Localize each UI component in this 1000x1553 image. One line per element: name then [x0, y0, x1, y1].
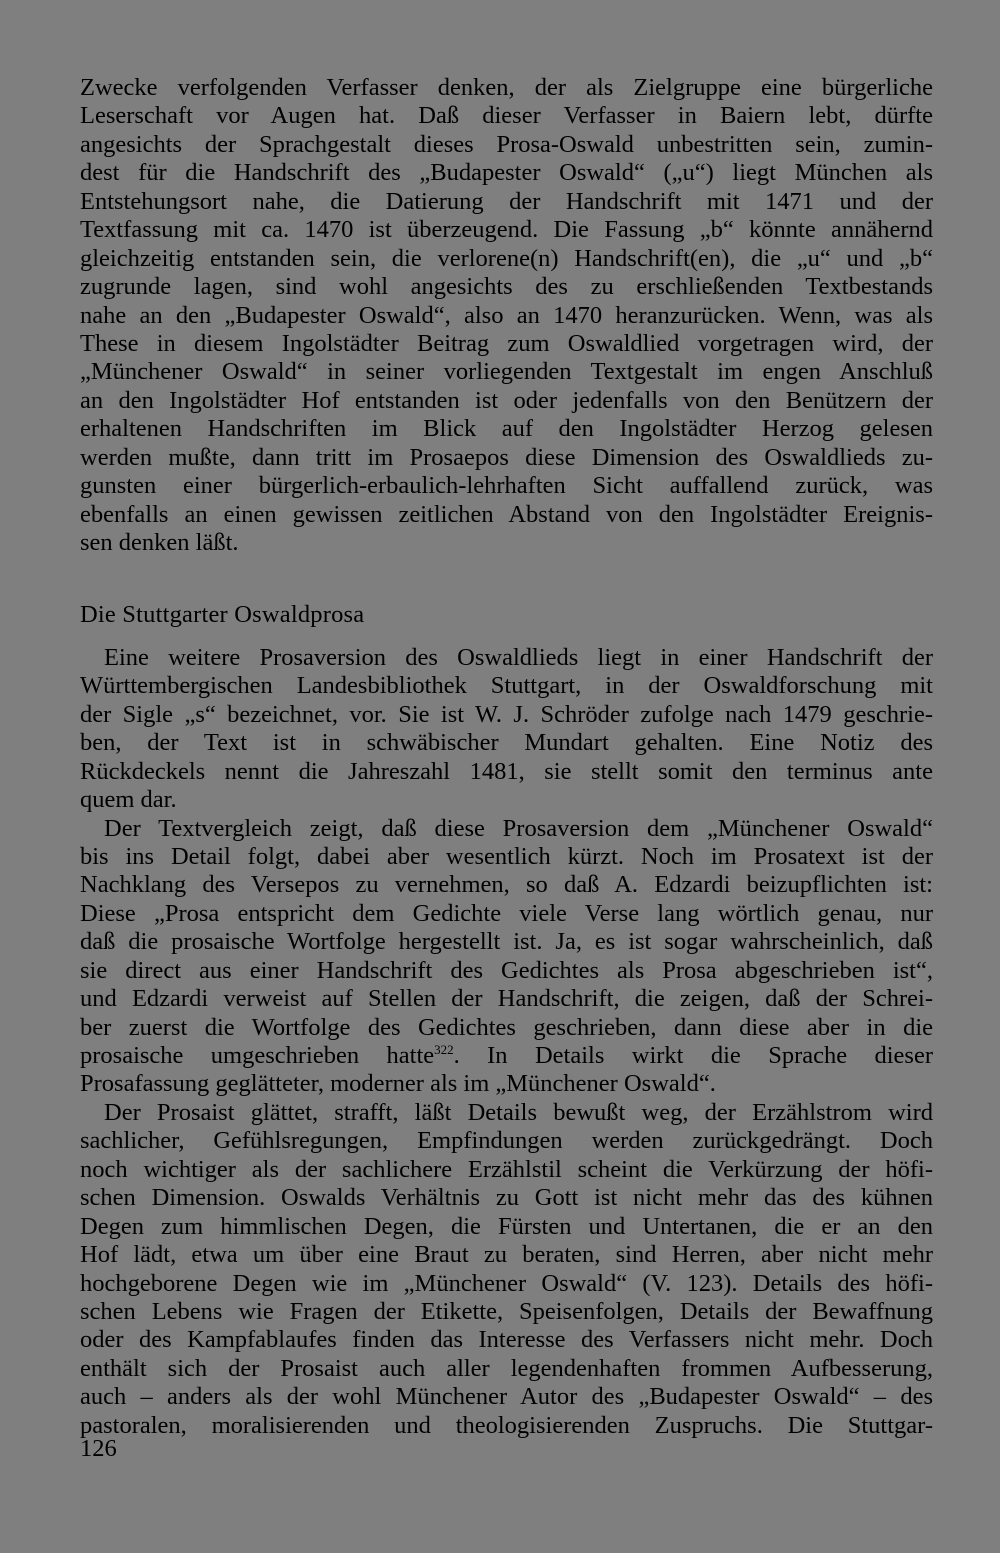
text-line: der Sigle „s“ bezeichnet, vor. Sie ist W. J. Schröder zufolge nach 1479 geschrie-: [80, 700, 933, 728]
text-line: gunsten einer bürgerlich-erbaulich-lehrhaften Sicht auffallend zurück, was: [80, 472, 933, 500]
text-line: gleichzeitig entstanden sein, die verlorene(n) Handschrift(en), die „u“ und „b“: [80, 244, 933, 272]
text-line: quem dar.: [80, 786, 177, 814]
text-line: Zwecke verfolgenden Verfasser denken, der als Zielgruppe eine bürgerliche: [80, 74, 933, 101]
page-number: 126: [80, 1435, 117, 1462]
text-line: noch wichtiger als der sachlichere Erzählstil scheint die Verkürzung der höfi-: [80, 1155, 933, 1183]
paragraph-4: [80, 1099, 933, 1440]
text-line: bis ins Detail folgt, dabei aber wesentlich kürzt. Noch im Prosatext ist der: [80, 842, 933, 870]
text-line: schen Lebens wie Fragen der Etikette, Speisenfolgen, Details der Bewaffnung: [80, 1297, 933, 1325]
section-heading: Die Stuttgarter Oswaldprosa: [80, 601, 365, 629]
text-line: schen Dimension. Oswalds Verhältnis zu Gott ist nicht mehr das des kühnen: [80, 1184, 933, 1212]
text-line: Der Textvergleich zeigt, daß diese Prosaversion dem „Münchener Oswald“: [104, 814, 933, 842]
text-line: Textfassung mit ca. 1470 ist überzeugend. Die Fassung „b“ könnte annähernd: [80, 216, 933, 244]
text-line: angesichts der Sprachgestalt dieses Prosa-Oswald unbestritten sein, zumin-: [80, 130, 933, 158]
text-line: „Münchener Oswald“ in seiner vorliegenden Textgestalt im engen Anschluß: [80, 358, 933, 386]
text-line: Nachklang des Versepos zu vernehmen, so daß A. Edzardi beizupflichten ist:: [80, 871, 933, 899]
page-body: [80, 74, 933, 1440]
paragraph-2: [80, 644, 933, 815]
text-line: zugrunde lagen, sind wohl angesichts des zu erschließenden Textbestands: [80, 273, 933, 301]
text-line: pastoralen, moralisierenden und theologisierenden Zuspruchs. Die Stuttgar-: [80, 1411, 933, 1439]
text-line: Eine weitere Prosaversion des Oswaldlieds liegt in einer Handschrift der: [104, 643, 933, 671]
text-line: enthält sich der Prosaist auch aller legendenhaften frommen Aufbesserung,: [80, 1354, 933, 1382]
text-line: Württembergischen Landesbibliothek Stuttgart, in der Oswaldforschung mit: [80, 672, 933, 700]
text-line: sachlicher, Gefühlsregungen, Empfindungen werden zurückgedrängt. Doch: [80, 1127, 933, 1155]
text-line: auch – anders als der wohl Münchener Autor des „Budapester Oswald“ – des: [80, 1383, 933, 1411]
text-line: ebenfalls an einen gewissen zeitlichen Abstand von den Ingolstädter Ereignis-: [80, 500, 933, 528]
text-segment: prosaische umgeschrieben hatte: [80, 1042, 435, 1069]
text-line: daß die prosaische Wortfolge hergestellt ist. Ja, es ist sogar wahrscheinlich, daß: [80, 928, 933, 956]
text-line: nahe an den „Budapester Oswald“, also an 1470 heranzurücken. Wenn, was als: [80, 301, 933, 329]
text-line: Der Prosaist glättet, strafft, läßt Details bewußt weg, der Erzählstrom wird: [104, 1098, 933, 1126]
text-line: Entstehungsort nahe, die Datierung der Handschrift mit 1471 und der: [80, 187, 933, 215]
text-line: sie direct aus einer Handschrift des Gedichtes als Prosa abgeschrieben ist“,: [80, 956, 933, 984]
text-line: Hof lädt, etwa um über eine Braut zu beraten, sind Herren, aber nicht mehr: [80, 1241, 933, 1269]
paragraph-3: [80, 815, 933, 1099]
text-line: ber zuerst die Wortfolge des Gedichtes geschrieben, dann diese aber in die: [80, 1013, 933, 1041]
paragraph-1: [80, 74, 933, 557]
text-line: Prosafassung geglätteter, moderner als im „Münchener Oswald“.: [80, 1070, 716, 1098]
text-line: hochgeborene Degen wie im „Münchener Oswald“ (V. 123). Details des höfi-: [80, 1269, 933, 1297]
footnote-reference[interactable]: 322: [434, 1042, 454, 1057]
text-line: erhaltenen Handschriften im Blick auf den Ingolstädter Herzog gelesen: [80, 415, 933, 443]
text-line-with-footnote: [80, 1042, 933, 1070]
section-spacer: [80, 557, 933, 601]
text-segment: . In Details wirkt die Sprache dieser: [453, 1042, 933, 1069]
text-line: These in diesem Ingolstädter Beitrag zum Oswaldlied vorgetragen wird, der: [80, 329, 933, 357]
text-line: ben, der Text ist in schwäbischer Mundart gehalten. Eine Notiz des: [80, 729, 933, 757]
text-line: an den Ingolstädter Hof entstanden ist oder jedenfalls von den Benützern der: [80, 386, 933, 414]
text-line: und Edzardi verweist auf Stellen der Handschrift, die zeigen, daß der Schrei-: [80, 985, 933, 1013]
text-line: Leserschaft vor Augen hat. Daß dieser Verfasser in Baiern lebt, dürfte: [80, 102, 933, 130]
text-line: sen denken läßt.: [80, 529, 239, 556]
text-line: Degen zum himmlischen Degen, die Fürsten und Untertanen, die er an den: [80, 1212, 933, 1240]
text-line: Rückdeckels nennt die Jahreszahl 1481, sie stellt somit den terminus ante: [80, 757, 933, 785]
text-line: Diese „Prosa entspricht dem Gedichte viele Verse lang wörtlich genau, nur: [80, 899, 933, 927]
text-line: werden mußte, dann tritt im Prosaepos diese Dimension des Oswaldlieds zu-: [80, 443, 933, 471]
text-line: dest für die Handschrift des „Budapester Oswald“ („u“) liegt München als: [80, 159, 933, 187]
text-line: oder des Kampfablaufes finden das Interesse des Verfassers nicht mehr. Doch: [80, 1326, 933, 1354]
